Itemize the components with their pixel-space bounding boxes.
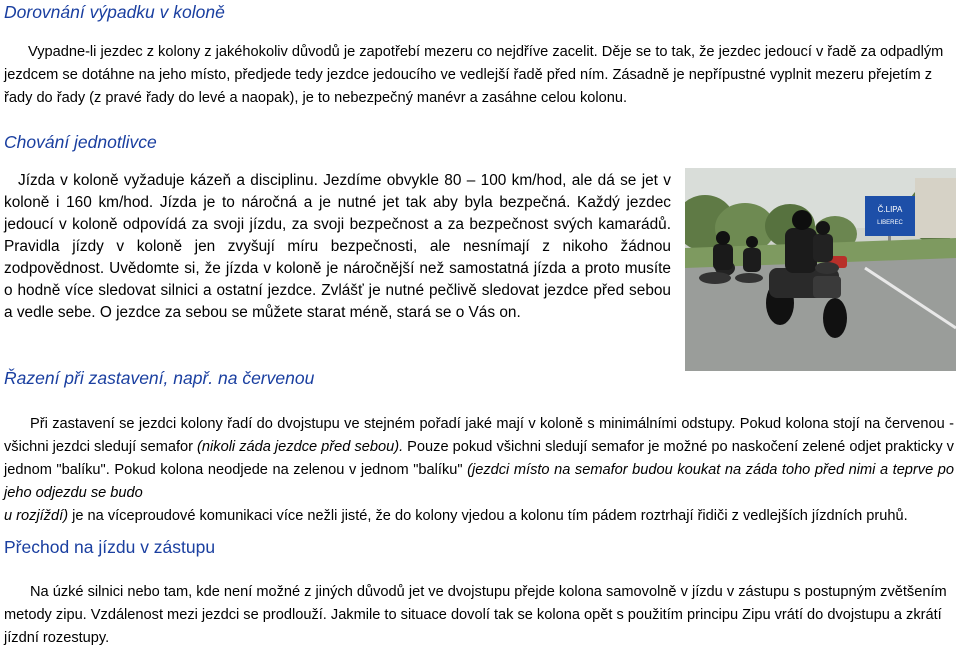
razeni-text-3: je na víceproudové komunikaci více nežli jisté, že do kolony vjedou a kolonu tím pádem roztrhají řidiči z vedlejších jízdních pruhů. xyxy=(68,508,908,524)
razeni-text-2: Pouze pokud všichni sledují semafor je možné po naskočení zelené odjet prakticky v jednom "balíku". Pokud kolona neodjede na zelenou v jednom "balíku" xyxy=(4,439,954,478)
razeni-italic-3: u rozjíždí) xyxy=(4,508,69,524)
razeni-italic-1: (nikoli záda jezdce před sebou). xyxy=(193,439,404,455)
heading-razeni: Řazení při zastavení, např. na červenou xyxy=(4,368,315,388)
heading-chovani: Chování jednotlivce xyxy=(4,132,157,152)
heading-dorovnani: Dorovnání výpadku v koloně xyxy=(4,2,225,22)
motorcycle-photo xyxy=(685,168,956,371)
sign-text: Č.LIPA xyxy=(877,205,903,214)
paragraph-razeni xyxy=(4,413,954,528)
razeni-italic-2: (jezdci místo na semafor budou koukat na záda toho před nimi a teprve po jeho odjezdu se budo xyxy=(4,462,954,501)
paragraph-prechod: Na úzké silnici nebo tam, kde není možné z jiných důvodů jet ve dvojstupu přejde kolona samovolně v jízdu v zástupu s postupným zvětšením metody zipu. Vzdálenost mezi jezdci se prodlouží. Jakmile to situace dovolí tak se kolona opět s použitím principu Zipu vrátí do dvojstupu a zkrátí jízdní rozestupy. xyxy=(4,584,947,646)
paragraph-chovani: Jízda v koloně vyžaduje kázeň a disciplinu. Jezdíme obvykle 80 – 100 km/hod, ale dá se jet v koloně i 160 km/hod. Jízda je to náročná a je nutné jet tak aby byla bezpečná. Každý jezdec jedoucí v koloně odpovídá za svoji jízdu, za svoji bezpečnost a za bezpečnost svých kamarádů. Pravidla jízdy v koloně jen zvyšují míru bezpečnosti, ale nesnímají z nikoho žádnou zodpovědnost. Uvědomte si, že jízda v koloně je náročnější než samostatná jízda a proto musíte o hodně více sledovat silnici a ostatní jezdce. Zvlášť je nutné pečlivě sledovat jezdce před sebou a vedle sebe. O jezdce za sebou se můžete starat méně, stará se o Vás on. xyxy=(4,172,671,321)
sign-text-2: LIBEREC xyxy=(877,220,903,226)
razeni-text-1: Při zastavení se jezdci kolony řadí do dvojstupu ve stejném pořadí jaké mají v koloně s minimálními odstupy. Pokud kolona stojí na červenou - všichni jezdci sledují semafor xyxy=(4,416,954,455)
paragraph-dorovnani: Vypadne-li jezdec z kolony z jakéhokoliv důvodů je zapotřebí mezeru co nejdříve zacelit. Děje se to tak, že jezdec jedoucí v řadě za odpadlým jezdcem se dotáhne na jeho místo, předjede tedy jezdce jedoucího ve vedlejší řadě před ním. Zásadně je nepřípustné vyplnit mezeru přejetím z řady do řady (z pravé řady do levé a naopak), je to nebezpečný manévr a zasáhne celou kolonu. xyxy=(4,44,944,106)
road-sign xyxy=(865,196,915,236)
heading-prechod: Přechod na jízdu v zástupu xyxy=(4,537,216,557)
